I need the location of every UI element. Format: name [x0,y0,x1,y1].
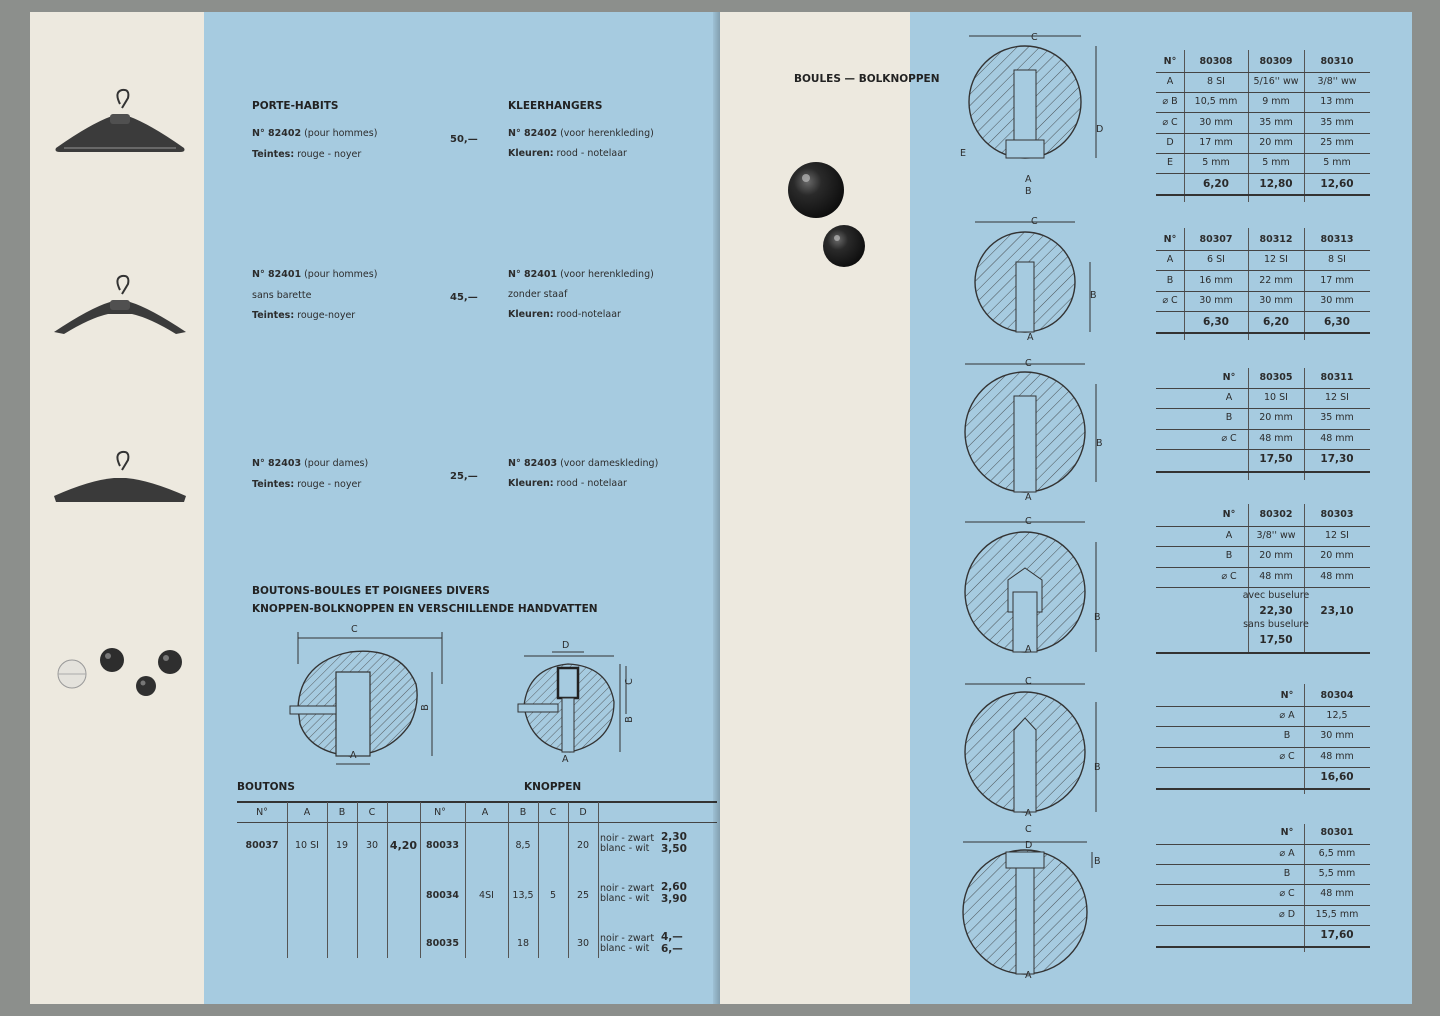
col-header: N° [434,807,446,818]
hanger-item-fr: N° 82403 (pour dames) [252,458,369,469]
boutons-c: 30 [365,840,379,851]
hanger-price: 25,— [450,471,478,482]
section-title-fr: BOUTONS-BOULES ET POIGNEES DIVERS [252,585,490,597]
knoppen-colors: noir - zwart blanc - wit [600,883,655,904]
dim-label-a: A [562,754,569,765]
page-title: BOULES — BOLKNOPPEN [794,73,940,85]
knoppen-prices: 2,60 3,90 [661,881,687,905]
hanger-item-fr: N° 82401 (pour hommes) [252,269,378,280]
boutons-b: 19 [335,840,349,851]
hanger-color-nl: Kleuren: rood - notelaar [508,478,627,489]
table-col-rule [465,802,466,958]
dim-label-a: A [1027,332,1034,343]
knoppen-no: 80035 [425,938,460,949]
knoppen-no: 80034 [425,890,460,901]
col-header: N° [256,807,268,818]
dim-label-a: A [350,750,357,761]
table-top-rule [237,801,717,803]
ball-knobs-photo [784,156,904,276]
hanger-color-nl: Kleuren: rood - notelaar [508,148,627,159]
table-col-rule [357,802,358,958]
table-col-rule [508,802,509,958]
hanger-price: 50,— [450,134,478,145]
dim-label-c: C [1025,358,1032,369]
hanger-item-fr: N° 82402 (pour hommes) [252,128,378,139]
knoppen-a: 4SI [479,890,494,901]
knoppen-colors: noir - zwart blanc - wit [600,833,655,854]
dim-label-c: C [1031,32,1038,43]
knoppen-b: 13,5 [512,890,534,901]
left-page [30,12,720,1004]
hanger-item-nl: N° 82401 (voor herenkleding) [508,269,654,280]
hanger-item-nl: N° 82402 (voor herenkleding) [508,128,654,139]
hanger-color-fr: Teintes: rouge - noyer [252,149,362,160]
knoppen-b: 8,5 [515,840,531,851]
knoppen-b: 18 [516,938,530,949]
boutons-label: BOUTONS [237,781,295,793]
dim-label-b: B [623,716,635,723]
dim-label-d: D [562,640,570,651]
dim-label-d: D [1096,124,1104,135]
hanger-desc-fr: sans barette [252,290,312,301]
col-header: A [481,807,489,818]
knoppen-no: 80033 [425,840,460,851]
knoppen-prices: 2,30 3,50 [661,831,687,855]
right-page: BOULES — BOLKNOPPEN C D E A B C B A C B A C B A C B A C D B A N° 80308 80309 80310 A 8 SI 5/16'' ww 3/8'' ww ⌀ B 10,5 mm 9 mm 13 mm ⌀ C 30 mm 35 mm 35 mm D 17 mm 20 mm 25 mm E 5 mm 5 mm 5 mm 6,20 12,80 12,60 N° 80307 80312 80313 A 6 SI 12 SI 8 SI B 16 mm 22 mm 17 mm ⌀ C 30 mm 30 mm 30 mm 6,30 6,20 6,30 N° 80305 80311 A 10 SI 12 SI B 20 mm 35 mm ⌀ C 48 mm 48 mm 17,50 17,30 N° 80302 80303 A 3/8'' ww 12 SI B 20 mm 20 mm ⌀ C 48 mm 48 mm avec buselure 22,30 23,10 sans buselure 17,50 N° 80304 ⌀ A 12,5 B 30 mm ⌀ C 48 mm 16,60 N° 80301 ⌀ A 6,5 mm B 5,5 mm ⌀ C 48 mm ⌀ D 15,5 mm 17,60 [720,12,1412,1004]
dim-label-a: A [1025,174,1032,185]
hangers-title-fr: PORTE-HABITS [252,100,339,112]
table-col-rule [420,802,421,958]
boutons-no: 80037 [245,840,279,851]
table-col-rule [287,802,288,958]
knobs-photo [52,640,192,700]
dim-label-c: C [1025,676,1032,687]
table-col-rule [598,802,599,958]
hanger-desc-nl: zonder staaf [508,289,568,300]
knoppen-prices: 4,— 6,— [661,931,683,955]
table-col-rule [568,802,569,958]
dim-label-a: A [1025,644,1032,655]
boutons-a: 10 SI [295,840,319,851]
dim-label-d: D [1025,840,1033,851]
col-header: B [338,807,346,818]
knoppen-d: 30 [576,938,590,949]
table-col-rule [538,802,539,958]
knoppen-d: 20 [576,840,590,851]
dim-label-b: B [1094,762,1101,773]
col-header: C [549,807,557,818]
hanger-color-nl: Kleuren: rood-notelaar [508,309,621,320]
table-col-rule [327,802,328,958]
hanger-photo-mens-no-bar [50,274,190,344]
table-col-rule [387,802,388,958]
col-header: D [579,807,587,818]
dim-label-b: B [1090,290,1097,301]
dim-label-a: A [1025,970,1032,981]
hangers-title-nl: KLEERHANGERS [508,100,603,112]
table-header-rule [237,822,717,823]
section-title-nl: KNOPPEN-BOLKNOPPEN EN VERSCHILLENDE HANDVATTEN [252,603,598,615]
dim-label-c: C [623,678,635,685]
hanger-color-fr: Teintes: rouge-noyer [252,310,356,321]
knoppen-c: 5 [549,890,557,901]
knop-cross-section-diagram [514,646,644,776]
dim-label-a: A [1025,492,1032,503]
dim-label-b: B [1096,438,1103,449]
boutons-price: 4,20 [389,839,418,852]
dim-label-c: C [1025,824,1032,835]
dim-label-e: E [960,148,967,159]
dim-label-b: B [1025,186,1032,197]
hanger-price: 45,— [450,292,478,303]
hanger-color-fr: Teintes: rouge - noyer [252,479,362,490]
knoppen-label: KNOPPEN [524,781,582,793]
hanger-photo-mens [50,90,190,160]
dim-label-b: B [1094,612,1101,623]
col-header: B [519,807,527,818]
dim-label-b: B [419,704,431,711]
hanger-photo-ladies [50,444,190,514]
dim-label-b: B [1094,856,1101,867]
dim-label-c: C [351,624,358,635]
dim-label-a: A [1025,808,1032,819]
dim-label-c: C [1031,216,1038,227]
knoppen-colors: noir - zwart blanc - wit [600,933,655,954]
knoppen-d: 25 [576,890,590,901]
col-header: A [303,807,311,818]
dim-label-c: C [1025,516,1032,527]
col-header: C [368,807,376,818]
hanger-item-nl: N° 82403 (voor dameskleding) [508,458,659,469]
